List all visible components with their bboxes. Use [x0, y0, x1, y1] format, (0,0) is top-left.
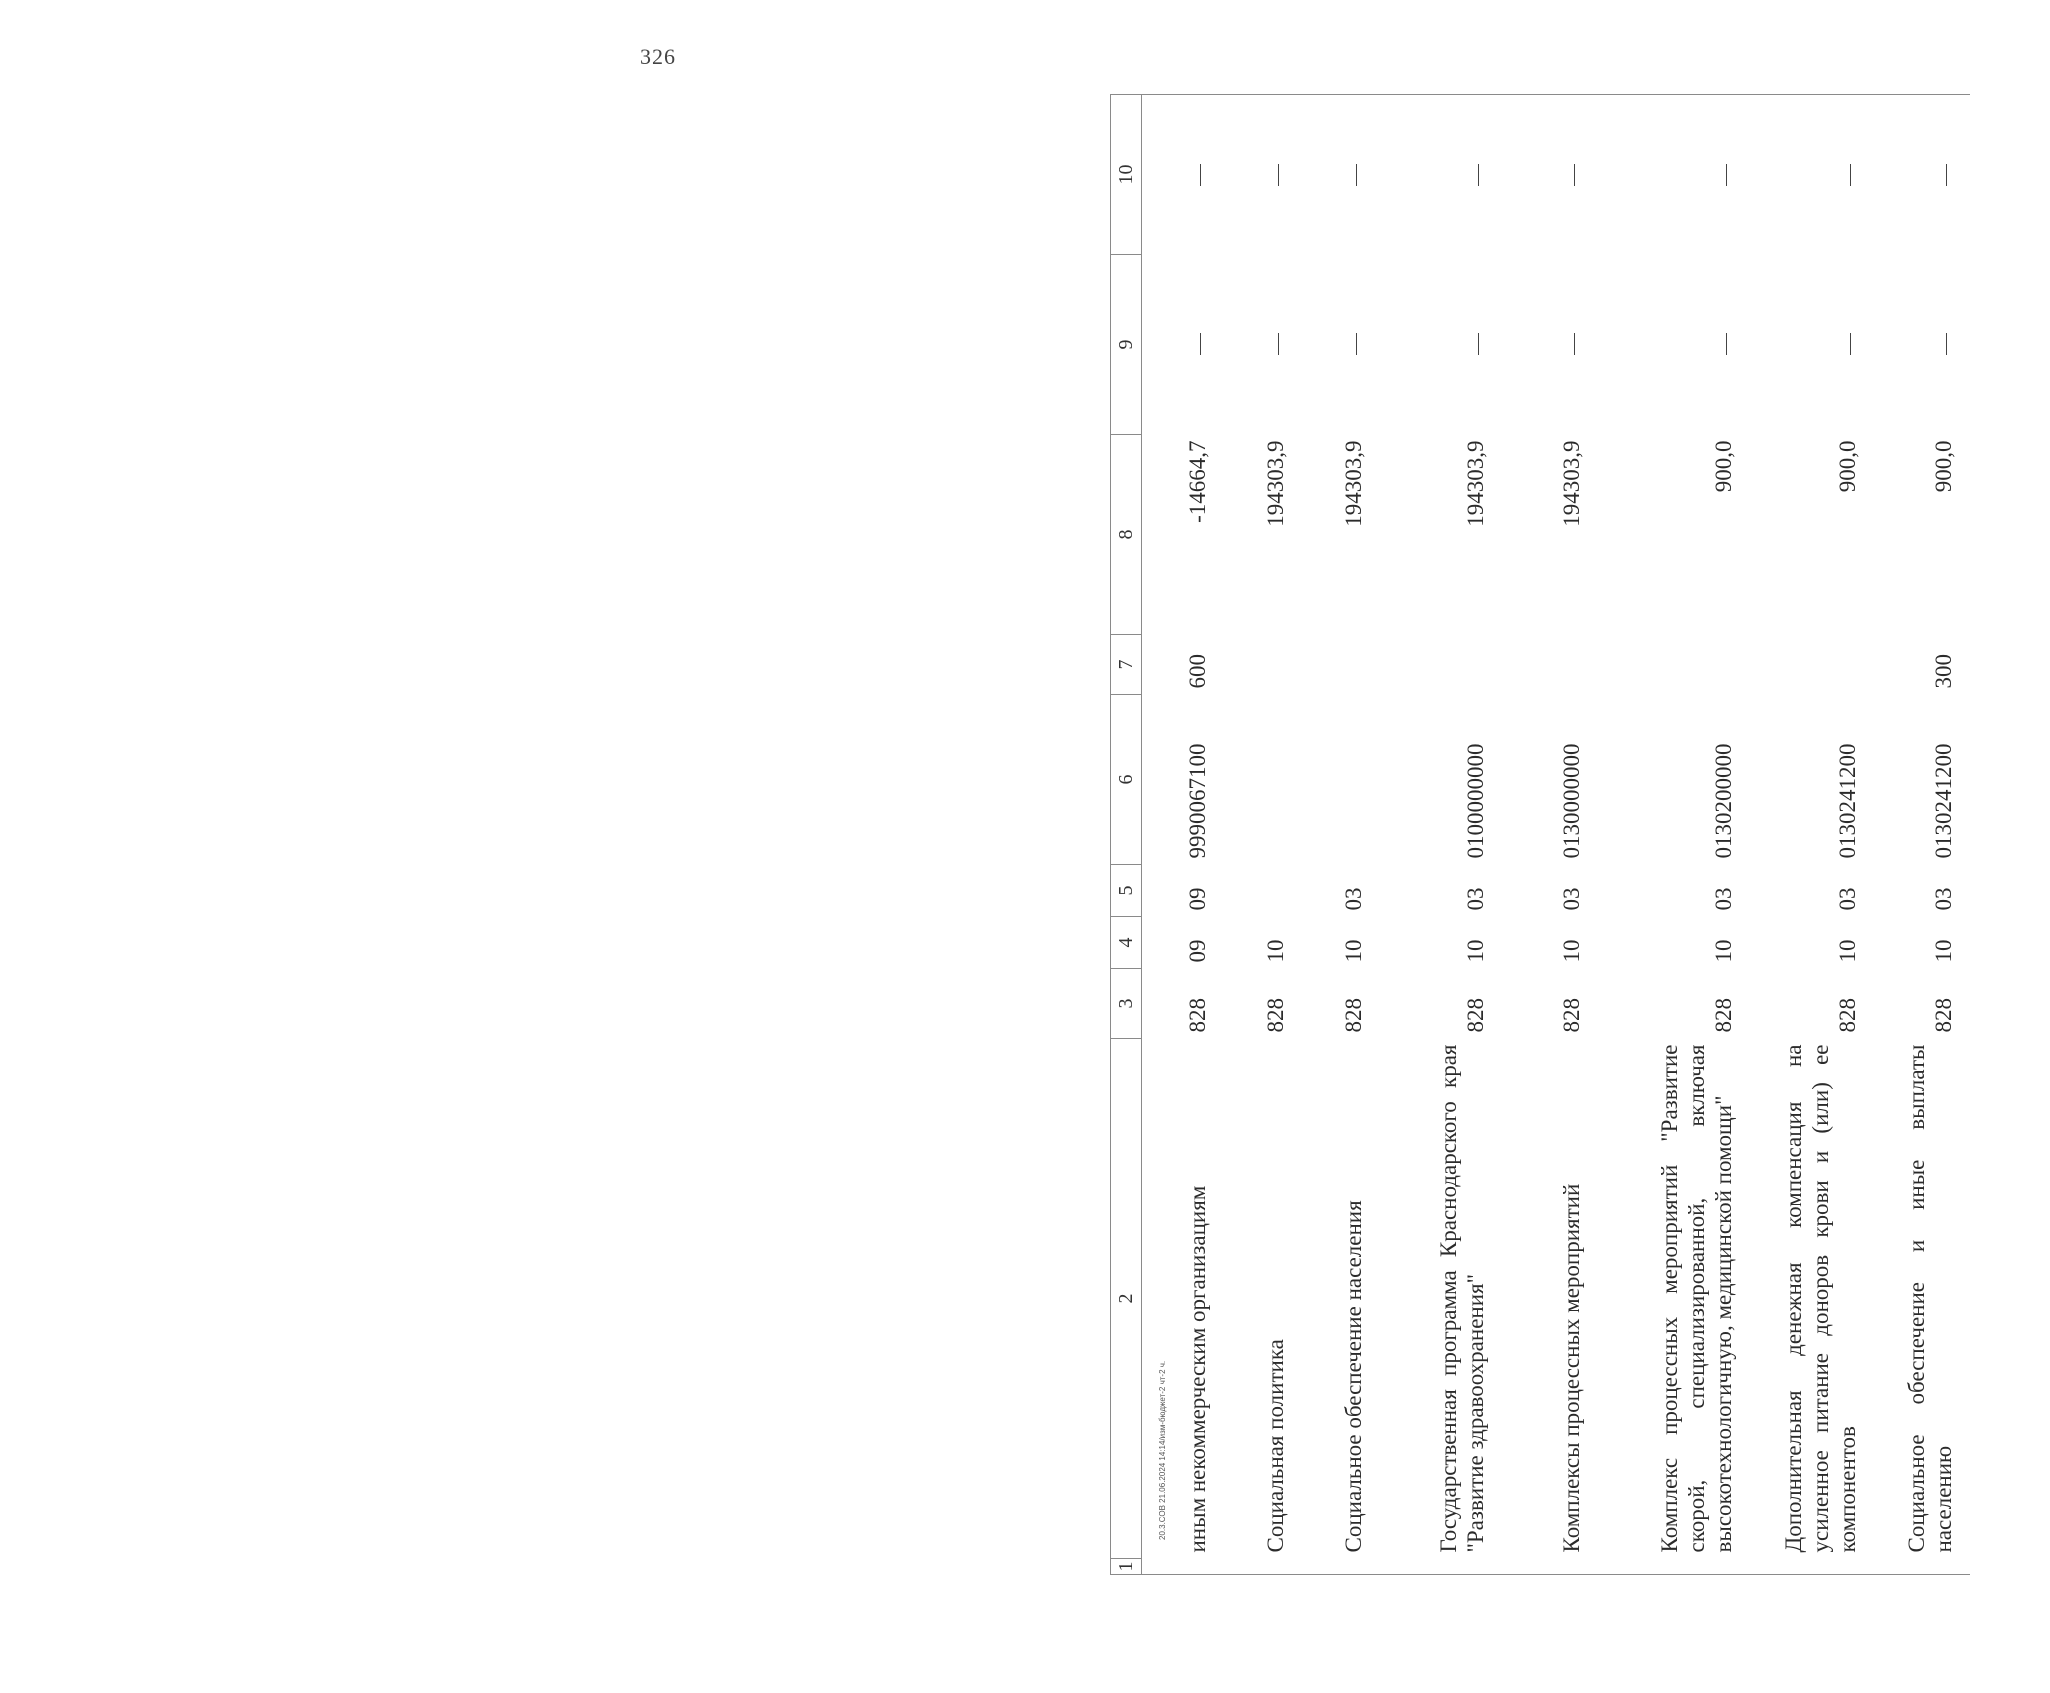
column-header: 3 [1111, 969, 1142, 1039]
cell-amount: 900,0 [1711, 440, 1737, 493]
cell-col-10 [1502, 95, 1598, 255]
cell-vr: 600 [1185, 654, 1211, 689]
cell-col-10 [1874, 95, 1970, 255]
cell-rz: 10 [1559, 939, 1585, 963]
dash-mark [1478, 164, 1479, 186]
column-header: 2 [1111, 1039, 1142, 1559]
cell-col-10 [1598, 95, 1750, 255]
table-row [1224, 95, 1302, 1575]
cell-col-9 [1380, 255, 1502, 435]
cell-ved: 828 [1711, 998, 1737, 1033]
cell-csr: 0130200000 [1711, 743, 1737, 859]
cell-ved: 828 [1931, 998, 1957, 1033]
cell-csr: 0130241200 [1835, 743, 1861, 859]
cell-csr [1224, 695, 1302, 865]
column-header: 8 [1111, 435, 1142, 635]
cell-pr: 03 [1711, 887, 1737, 911]
dash-mark [1946, 164, 1947, 186]
cell-col-10 [1380, 95, 1502, 255]
table-row [1750, 95, 1874, 1575]
cell-ved: 828 [1559, 998, 1585, 1033]
cell-col-9 [1502, 255, 1598, 435]
dash-mark [1200, 164, 1201, 186]
cell-pr: 03 [1463, 887, 1489, 911]
cell-vr [1380, 635, 1502, 695]
cell-amount: 194303,9 [1263, 440, 1289, 527]
cell-pr: 03 [1835, 887, 1861, 911]
dash-mark [1726, 164, 1727, 186]
dash-mark [1356, 334, 1357, 356]
cell-ved: 828 [1263, 998, 1289, 1033]
cell-pr: 03 [1931, 887, 1957, 911]
cell-vr: 300 [1931, 654, 1957, 689]
dash-mark [1946, 334, 1947, 356]
column-header: 1 [1111, 1559, 1142, 1575]
cell-col-10 [1750, 95, 1874, 255]
cell-col-9 [1142, 255, 1224, 435]
cell-csr: 0130241200 [1931, 743, 1957, 859]
cell-vr [1302, 635, 1380, 695]
dash-mark [1356, 164, 1357, 186]
cell-rz: 10 [1341, 939, 1367, 963]
cell-csr: 0130000000 [1559, 743, 1585, 859]
cell-col-10 [1224, 95, 1302, 255]
cell-rz: 10 [1463, 939, 1489, 963]
dash-mark [1278, 334, 1279, 356]
column-header: 5 [1111, 865, 1142, 917]
dash-mark [1726, 334, 1727, 356]
dash-mark [1850, 334, 1851, 356]
cell-col-9 [1750, 255, 1874, 435]
table-body [1142, 95, 1970, 1575]
cell-pr: 03 [1559, 887, 1585, 911]
header-row [1111, 95, 1142, 1575]
table-row [1502, 95, 1598, 1575]
column-header: 10 [1111, 95, 1142, 255]
row-name: иным некоммерческим организациям [1185, 1185, 1211, 1553]
cell-rz: 10 [1931, 939, 1957, 963]
row-name: Комплексы процессных мероприятий [1559, 1183, 1585, 1553]
column-header: 9 [1111, 255, 1142, 435]
table-row [1142, 95, 1224, 1575]
table-row [1598, 95, 1750, 1575]
budget-table [1110, 94, 1970, 1575]
column-header: 4 [1111, 917, 1142, 969]
cell-ved: 828 [1463, 998, 1489, 1033]
cell-amount: 900,0 [1835, 440, 1861, 493]
table-row [1380, 95, 1502, 1575]
cell-rz: 09 [1185, 939, 1211, 963]
cell-vr [1598, 635, 1750, 695]
cell-ved: 828 [1185, 998, 1211, 1033]
cell-col-9 [1874, 255, 1970, 435]
cell-pr: 09 [1185, 887, 1211, 911]
row-name: Государственная программа Краснодарского края "Развитие здравоохранения" [1436, 1044, 1489, 1553]
dash-mark [1574, 164, 1575, 186]
rotated-page-content [1110, 95, 2050, 1575]
row-name: Социальное обеспечение и иные выплаты населению [1904, 1044, 1957, 1553]
cell-rz: 10 [1711, 939, 1737, 963]
cell-vr [1224, 635, 1302, 695]
cell-col-10 [1302, 95, 1380, 255]
dash-mark [1200, 334, 1201, 356]
cell-rz: 10 [1835, 939, 1861, 963]
cell-amount: 194303,9 [1341, 440, 1367, 527]
column-header: 7 [1111, 635, 1142, 695]
cell-pr: 03 [1341, 887, 1367, 911]
cell-col-9 [1302, 255, 1380, 435]
cell-vr [1750, 635, 1874, 695]
row-name: Дополнительная денежная компенсация на усиленное питание доноров крови и (или) ее компонентов [1781, 1044, 1861, 1553]
cell-col-9 [1224, 255, 1302, 435]
cell-amount: 900,0 [1931, 440, 1957, 493]
cell-csr [1302, 695, 1380, 865]
table-row [1874, 95, 1970, 1575]
cell-vr [1502, 635, 1598, 695]
cell-col-10 [1142, 95, 1224, 255]
document-code: 20.3.СОВ 21.06.2024 14:14/изм-бюджет-2 чт-2 ч. [1158, 1360, 1167, 1540]
dash-mark [1850, 164, 1851, 186]
row-name: Социальная политика [1263, 1339, 1289, 1553]
dash-mark [1574, 334, 1575, 356]
cell-col-9 [1598, 255, 1750, 435]
page-number: 326 [640, 44, 676, 69]
column-header: 6 [1111, 695, 1142, 865]
dash-mark [1278, 164, 1279, 186]
dash-mark [1478, 334, 1479, 356]
cell-ved: 828 [1835, 998, 1861, 1033]
cell-amount: -14664,7 [1185, 440, 1211, 523]
table-row [1302, 95, 1380, 1575]
cell-csr: 9990067100 [1185, 743, 1211, 859]
cell-amount: 194303,9 [1559, 440, 1585, 527]
cell-amount: 194303,9 [1463, 440, 1489, 527]
table-header [1111, 95, 1142, 1575]
row-name: Социальное обеспечение населения [1341, 1200, 1367, 1553]
cell-csr: 0100000000 [1463, 743, 1489, 859]
cell-pr [1224, 865, 1302, 917]
cell-ved: 828 [1341, 998, 1367, 1033]
cell-rz: 10 [1263, 939, 1289, 963]
row-name: Комплекс процессных мероприятий "Развитие скорой, специализированной, включая высокотехнологичную, медицинской помощи" [1657, 1044, 1737, 1553]
